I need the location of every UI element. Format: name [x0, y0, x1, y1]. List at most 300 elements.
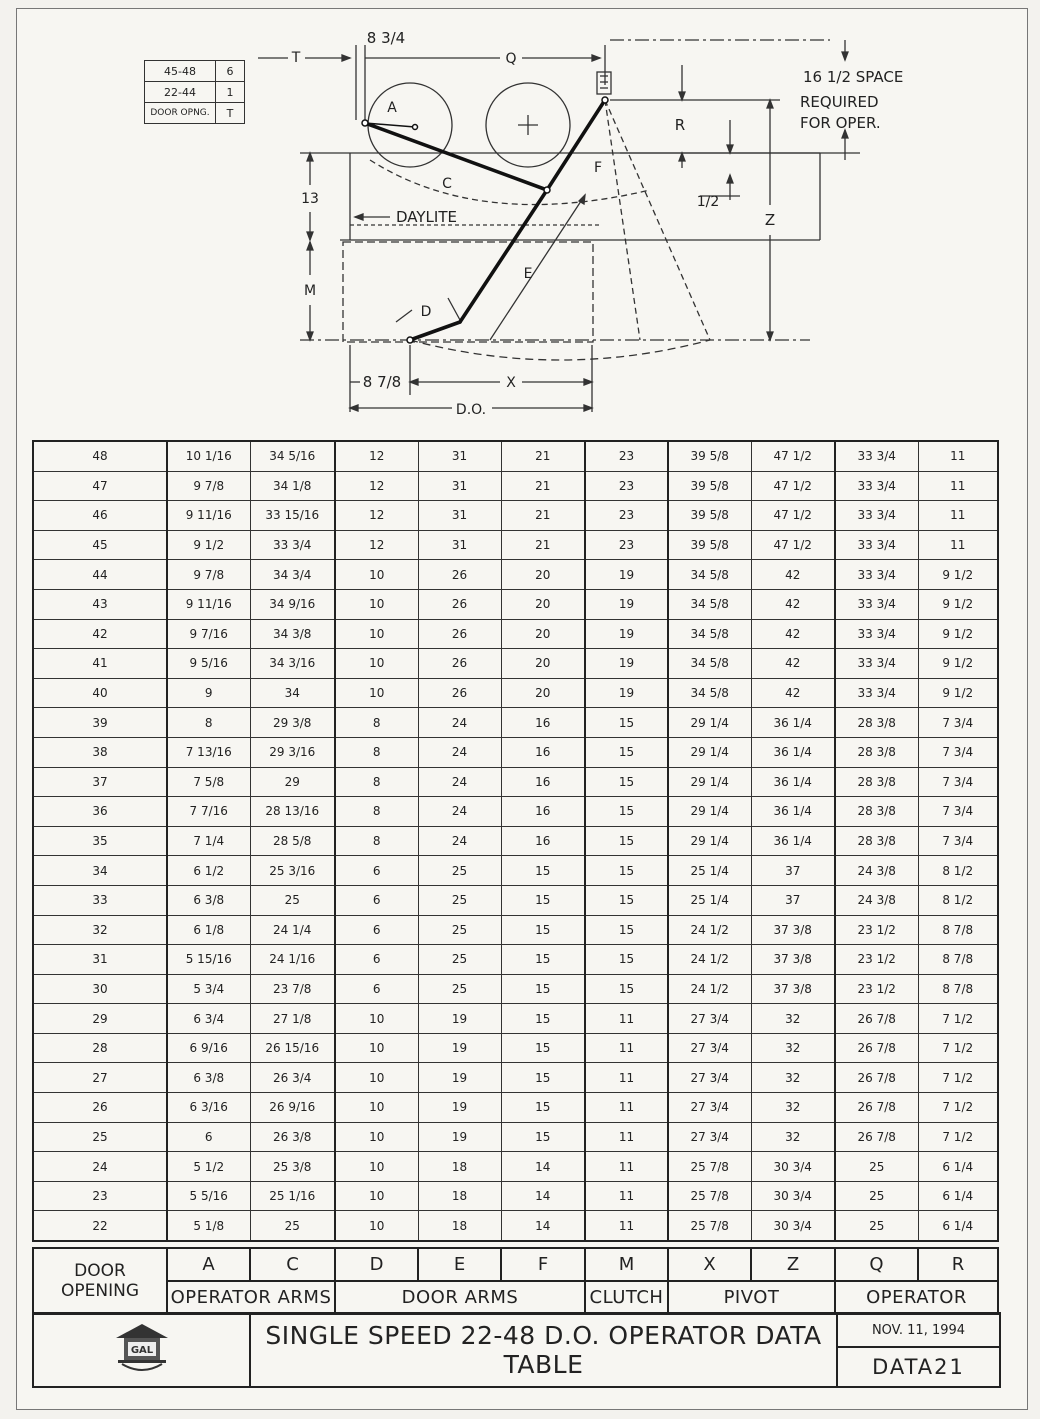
cell-c: 25 3/16 — [250, 856, 335, 886]
cell-d: 6 — [335, 915, 418, 945]
cell-c: 28 5/8 — [250, 826, 335, 856]
cell-c: 34 — [250, 678, 335, 708]
cell-x: 27 3/4 — [668, 1004, 751, 1034]
cell-q: 33 3/4 — [835, 560, 918, 590]
cell-f: 16 — [501, 767, 585, 797]
cell-r: 6 1/4 — [918, 1211, 998, 1241]
cell-f: 15 — [501, 974, 585, 1004]
cell-z: 30 3/4 — [751, 1181, 835, 1211]
header-door-opening: DOOR OPENING — [33, 1248, 167, 1314]
cell-m: 15 — [585, 945, 668, 975]
cell-a: 8 — [167, 708, 250, 738]
cell-door-opening: 47 — [33, 471, 167, 501]
cell-d: 10 — [335, 619, 418, 649]
cell-f: 14 — [501, 1181, 585, 1211]
legend-value: 6 — [216, 61, 245, 82]
cell-e: 24 — [418, 737, 501, 767]
drawing-date: NOV. 11, 1994 — [837, 1313, 1000, 1347]
cell-f: 20 — [501, 649, 585, 679]
cell-x: 24 1/2 — [668, 915, 751, 945]
cell-r: 11 — [918, 471, 998, 501]
cell-f: 15 — [501, 1033, 585, 1063]
cell-d: 10 — [335, 649, 418, 679]
cell-r: 7 3/4 — [918, 737, 998, 767]
header-letter-d: D — [335, 1248, 418, 1281]
cell-x: 39 5/8 — [668, 530, 751, 560]
cell-x: 29 1/4 — [668, 826, 751, 856]
cell-x: 25 1/4 — [668, 856, 751, 886]
cell-x: 29 1/4 — [668, 737, 751, 767]
cell-z: 42 — [751, 649, 835, 679]
cell-door-opening: 45 — [33, 530, 167, 560]
cell-d: 10 — [335, 1004, 418, 1034]
cell-r: 8 7/8 — [918, 974, 998, 1004]
cell-z: 32 — [751, 1122, 835, 1152]
cell-c: 29 3/16 — [250, 737, 335, 767]
cell-r: 9 1/2 — [918, 678, 998, 708]
cell-door-opening: 41 — [33, 649, 167, 679]
cell-d: 12 — [335, 501, 418, 531]
cell-c: 34 3/4 — [250, 560, 335, 590]
cell-a: 5 5/16 — [167, 1181, 250, 1211]
cell-z: 47 1/2 — [751, 530, 835, 560]
cell-d: 10 — [335, 560, 418, 590]
cell-c: 26 3/4 — [250, 1063, 335, 1093]
cell-q: 25 — [835, 1181, 918, 1211]
cell-c: 33 3/4 — [250, 530, 335, 560]
cell-z: 32 — [751, 1093, 835, 1123]
cell-z: 36 1/4 — [751, 797, 835, 827]
cell-r: 7 3/4 — [918, 826, 998, 856]
cell-door-opening: 35 — [33, 826, 167, 856]
cell-m: 23 — [585, 530, 668, 560]
cell-m: 15 — [585, 826, 668, 856]
operator-diagram — [0, 0, 1040, 440]
cell-m: 15 — [585, 737, 668, 767]
label-daylite: DAYLITE — [396, 208, 457, 226]
label-r: R — [674, 116, 686, 134]
cell-a: 9 7/8 — [167, 471, 250, 501]
cell-a: 6 — [167, 1122, 250, 1152]
title-block — [32, 1312, 1001, 1388]
label-q: Q — [505, 51, 517, 67]
group-door-arms: DOOR ARMS — [335, 1281, 585, 1314]
cell-e: 19 — [418, 1004, 501, 1034]
cell-c: 29 — [250, 767, 335, 797]
label-e: E — [523, 266, 533, 282]
cell-f: 15 — [501, 915, 585, 945]
cell-f: 20 — [501, 678, 585, 708]
table-row — [33, 826, 998, 856]
legend-value: 1 — [216, 82, 245, 103]
cell-f: 21 — [501, 530, 585, 560]
cell-d: 6 — [335, 856, 418, 886]
cell-m: 11 — [585, 1181, 668, 1211]
cell-z: 30 3/4 — [751, 1152, 835, 1182]
label-a: A — [387, 100, 397, 116]
table-row — [33, 1122, 998, 1152]
cell-c: 26 3/8 — [250, 1122, 335, 1152]
legend-value: T — [216, 103, 245, 124]
legend-range: DOOR OPNG. — [145, 103, 216, 124]
cell-z: 37 3/8 — [751, 915, 835, 945]
cell-d: 10 — [335, 1033, 418, 1063]
cell-c: 25 3/8 — [250, 1152, 335, 1182]
cell-d: 10 — [335, 1152, 418, 1182]
cell-z: 42 — [751, 560, 835, 590]
cell-a: 6 1/2 — [167, 856, 250, 886]
label-half: 1/2 — [696, 194, 720, 210]
table-row — [33, 915, 998, 945]
header-letter-c: C — [250, 1248, 335, 1281]
cell-r: 7 1/2 — [918, 1093, 998, 1123]
cell-door-opening: 24 — [33, 1152, 167, 1182]
cell-r: 7 3/4 — [918, 708, 998, 738]
cell-z: 42 — [751, 589, 835, 619]
cell-e: 25 — [418, 885, 501, 915]
cell-e: 25 — [418, 945, 501, 975]
cell-z: 36 1/4 — [751, 826, 835, 856]
gal-logo-icon — [112, 1320, 172, 1376]
cell-e: 18 — [418, 1211, 501, 1241]
cell-x: 25 7/8 — [668, 1211, 751, 1241]
cell-c: 34 1/8 — [250, 471, 335, 501]
cell-d: 10 — [335, 1063, 418, 1093]
cell-q: 23 1/2 — [835, 945, 918, 975]
cell-m: 11 — [585, 1063, 668, 1093]
label-c: C — [442, 176, 452, 192]
cell-d: 6 — [335, 974, 418, 1004]
table-row — [33, 1063, 998, 1093]
cell-z: 32 — [751, 1063, 835, 1093]
cell-a: 9 7/16 — [167, 619, 250, 649]
cell-r: 7 1/2 — [918, 1063, 998, 1093]
cell-f: 20 — [501, 619, 585, 649]
cell-m: 15 — [585, 708, 668, 738]
cell-z: 37 — [751, 856, 835, 886]
label-f: F — [593, 160, 603, 176]
cell-door-opening: 44 — [33, 560, 167, 590]
cell-m: 19 — [585, 589, 668, 619]
cell-z: 37 — [751, 885, 835, 915]
cell-f: 14 — [501, 1152, 585, 1182]
cell-a: 9 11/16 — [167, 589, 250, 619]
cell-x: 24 1/2 — [668, 974, 751, 1004]
cell-x: 34 5/8 — [668, 560, 751, 590]
table-row — [33, 471, 998, 501]
cell-r: 9 1/2 — [918, 560, 998, 590]
table-row — [33, 589, 998, 619]
cell-door-opening: 23 — [33, 1181, 167, 1211]
cell-x: 27 3/4 — [668, 1033, 751, 1063]
drawing-title: SINGLE SPEED 22-48 D.O. OPERATOR DATA TABLE — [250, 1313, 837, 1387]
cell-q: 28 3/8 — [835, 708, 918, 738]
cell-e: 31 — [418, 501, 501, 531]
cell-a: 5 15/16 — [167, 945, 250, 975]
cell-a: 9 7/8 — [167, 560, 250, 590]
cell-a: 9 11/16 — [167, 501, 250, 531]
cell-c: 34 3/8 — [250, 619, 335, 649]
cell-c: 24 1/16 — [250, 945, 335, 975]
cell-f: 15 — [501, 1063, 585, 1093]
cell-q: 33 3/4 — [835, 649, 918, 679]
cell-q: 26 7/8 — [835, 1063, 918, 1093]
label-do: D.O. — [455, 402, 487, 418]
cell-e: 31 — [418, 441, 501, 471]
cell-q: 28 3/8 — [835, 767, 918, 797]
cell-m: 19 — [585, 678, 668, 708]
cell-f: 20 — [501, 560, 585, 590]
cell-a: 9 5/16 — [167, 649, 250, 679]
cell-e: 24 — [418, 797, 501, 827]
cell-m: 19 — [585, 619, 668, 649]
cell-q: 33 3/4 — [835, 678, 918, 708]
cell-m: 11 — [585, 1152, 668, 1182]
cell-r: 7 1/2 — [918, 1004, 998, 1034]
company-logo — [33, 1313, 250, 1387]
header-letter-a: A — [167, 1248, 250, 1281]
cell-e: 19 — [418, 1033, 501, 1063]
cell-z: 32 — [751, 1033, 835, 1063]
cell-door-opening: 32 — [33, 915, 167, 945]
cell-door-opening: 48 — [33, 441, 167, 471]
table-row — [33, 560, 998, 590]
cell-x: 25 7/8 — [668, 1181, 751, 1211]
cell-q: 26 7/8 — [835, 1033, 918, 1063]
cell-x: 34 5/8 — [668, 649, 751, 679]
cell-z: 36 1/4 — [751, 708, 835, 738]
cell-m: 23 — [585, 501, 668, 531]
cell-x: 25 1/4 — [668, 885, 751, 915]
cell-x: 27 3/4 — [668, 1093, 751, 1123]
cell-f: 21 — [501, 441, 585, 471]
cell-c: 33 15/16 — [250, 501, 335, 531]
cell-m: 19 — [585, 649, 668, 679]
cell-m: 11 — [585, 1093, 668, 1123]
cell-door-opening: 27 — [33, 1063, 167, 1093]
table-row — [33, 1033, 998, 1063]
cell-q: 26 7/8 — [835, 1004, 918, 1034]
cell-door-opening: 46 — [33, 501, 167, 531]
data-table-body — [33, 441, 998, 1241]
table-row — [33, 678, 998, 708]
cell-door-opening: 34 — [33, 856, 167, 886]
cell-f: 15 — [501, 856, 585, 886]
header-letter-e: E — [418, 1248, 501, 1281]
cell-x: 34 5/8 — [668, 678, 751, 708]
cell-z: 37 3/8 — [751, 945, 835, 975]
cell-q: 28 3/8 — [835, 797, 918, 827]
cell-door-opening: 28 — [33, 1033, 167, 1063]
cell-d: 10 — [335, 678, 418, 708]
cell-x: 27 3/4 — [668, 1063, 751, 1093]
cell-z: 32 — [751, 1004, 835, 1034]
table-row — [33, 737, 998, 767]
cell-f: 16 — [501, 708, 585, 738]
cell-f: 15 — [501, 1093, 585, 1123]
cell-d: 10 — [335, 1122, 418, 1152]
logo-letters: GAL — [130, 1345, 153, 1356]
cell-a: 6 1/8 — [167, 915, 250, 945]
group-pivot: PIVOT — [668, 1281, 835, 1314]
table-row — [33, 974, 998, 1004]
cell-x: 24 1/2 — [668, 945, 751, 975]
cell-d: 8 — [335, 826, 418, 856]
cell-r: 8 1/2 — [918, 856, 998, 886]
cell-f: 16 — [501, 737, 585, 767]
cell-r: 11 — [918, 501, 998, 531]
cell-c: 28 13/16 — [250, 797, 335, 827]
cell-door-opening: 43 — [33, 589, 167, 619]
cell-e: 19 — [418, 1063, 501, 1093]
cell-c: 25 1/16 — [250, 1181, 335, 1211]
cell-a: 6 3/4 — [167, 1004, 250, 1034]
drawing-code: DATA21 — [837, 1347, 1000, 1387]
cell-c: 34 5/16 — [250, 441, 335, 471]
cell-e: 19 — [418, 1093, 501, 1123]
cell-e: 31 — [418, 530, 501, 560]
table-row — [33, 1093, 998, 1123]
cell-r: 6 1/4 — [918, 1152, 998, 1182]
table-row — [33, 945, 998, 975]
cell-d: 10 — [335, 589, 418, 619]
cell-z: 36 1/4 — [751, 737, 835, 767]
cell-x: 25 7/8 — [668, 1152, 751, 1182]
cell-c: 34 9/16 — [250, 589, 335, 619]
cell-q: 33 3/4 — [835, 530, 918, 560]
cell-door-opening: 30 — [33, 974, 167, 1004]
cell-e: 26 — [418, 560, 501, 590]
cell-z: 36 1/4 — [751, 767, 835, 797]
cell-f: 15 — [501, 885, 585, 915]
cell-d: 6 — [335, 945, 418, 975]
cell-f: 16 — [501, 826, 585, 856]
cell-e: 19 — [418, 1122, 501, 1152]
column-header — [32, 1247, 999, 1315]
label-thirteen: 13 — [301, 191, 319, 207]
cell-x: 39 5/8 — [668, 501, 751, 531]
label-required: REQUIRED — [800, 93, 879, 111]
cell-d: 10 — [335, 1181, 418, 1211]
cell-door-opening: 37 — [33, 767, 167, 797]
cell-door-opening: 25 — [33, 1122, 167, 1152]
cell-door-opening: 33 — [33, 885, 167, 915]
cell-door-opening: 42 — [33, 619, 167, 649]
cell-e: 26 — [418, 589, 501, 619]
group-operator-arms: OPERATOR ARMS — [167, 1281, 335, 1314]
cell-m: 11 — [585, 1211, 668, 1241]
cell-m: 15 — [585, 856, 668, 886]
cell-door-opening: 38 — [33, 737, 167, 767]
table-row — [33, 1004, 998, 1034]
label-dim-top: 8 3/4 — [366, 29, 406, 47]
cell-x: 34 5/8 — [668, 589, 751, 619]
label-z: Z — [764, 211, 776, 229]
cell-r: 9 1/2 — [918, 649, 998, 679]
cell-c: 25 — [250, 1211, 335, 1241]
table-row — [33, 619, 998, 649]
cell-e: 24 — [418, 826, 501, 856]
cell-e: 24 — [418, 708, 501, 738]
cell-m: 11 — [585, 1122, 668, 1152]
cell-a: 7 7/16 — [167, 797, 250, 827]
header-letter-q: Q — [835, 1248, 918, 1281]
cell-d: 12 — [335, 530, 418, 560]
cell-m: 15 — [585, 767, 668, 797]
cell-d: 12 — [335, 441, 418, 471]
cell-x: 34 5/8 — [668, 619, 751, 649]
cell-e: 31 — [418, 471, 501, 501]
table-row — [33, 885, 998, 915]
cell-f: 15 — [501, 1122, 585, 1152]
cell-d: 8 — [335, 767, 418, 797]
cell-door-opening: 39 — [33, 708, 167, 738]
cell-d: 10 — [335, 1211, 418, 1241]
cell-door-opening: 26 — [33, 1093, 167, 1123]
cell-e: 26 — [418, 678, 501, 708]
cell-z: 42 — [751, 678, 835, 708]
operator-data-table — [32, 440, 999, 1242]
cell-r: 7 3/4 — [918, 797, 998, 827]
cell-a: 6 9/16 — [167, 1033, 250, 1063]
cell-a: 6 3/8 — [167, 885, 250, 915]
cell-d: 8 — [335, 737, 418, 767]
cell-f: 14 — [501, 1211, 585, 1241]
cell-e: 25 — [418, 856, 501, 886]
cell-r: 9 1/2 — [918, 589, 998, 619]
cell-f: 15 — [501, 1004, 585, 1034]
cell-r: 11 — [918, 530, 998, 560]
cell-x: 29 1/4 — [668, 708, 751, 738]
table-row — [33, 649, 998, 679]
header-letter-f: F — [501, 1248, 585, 1281]
cell-c: 26 9/16 — [250, 1093, 335, 1123]
cell-door-opening: 29 — [33, 1004, 167, 1034]
cell-q: 25 — [835, 1152, 918, 1182]
cell-m: 23 — [585, 471, 668, 501]
cell-c: 24 1/4 — [250, 915, 335, 945]
cell-f: 15 — [501, 945, 585, 975]
cell-a: 6 3/8 — [167, 1063, 250, 1093]
label-m: M — [303, 283, 317, 299]
table-row — [33, 797, 998, 827]
cell-q: 33 3/4 — [835, 501, 918, 531]
cell-door-opening: 22 — [33, 1211, 167, 1241]
cell-q: 26 7/8 — [835, 1093, 918, 1123]
cell-r: 6 1/4 — [918, 1181, 998, 1211]
cell-z: 47 1/2 — [751, 501, 835, 531]
cell-a: 7 1/4 — [167, 826, 250, 856]
cell-d: 8 — [335, 797, 418, 827]
cell-x: 29 1/4 — [668, 797, 751, 827]
cell-m: 23 — [585, 441, 668, 471]
group-operator: OPERATOR — [835, 1281, 998, 1314]
cell-f: 21 — [501, 501, 585, 531]
cell-f: 16 — [501, 797, 585, 827]
table-row — [33, 767, 998, 797]
cell-q: 33 3/4 — [835, 441, 918, 471]
cell-m: 19 — [585, 560, 668, 590]
cell-d: 6 — [335, 885, 418, 915]
cell-f: 20 — [501, 589, 585, 619]
cell-c: 25 — [250, 885, 335, 915]
cell-r: 7 1/2 — [918, 1122, 998, 1152]
cell-z: 30 3/4 — [751, 1211, 835, 1241]
cell-e: 18 — [418, 1181, 501, 1211]
cell-a: 10 1/16 — [167, 441, 250, 471]
cell-e: 26 — [418, 649, 501, 679]
label-dim-bottom: 8 7/8 — [362, 373, 402, 391]
